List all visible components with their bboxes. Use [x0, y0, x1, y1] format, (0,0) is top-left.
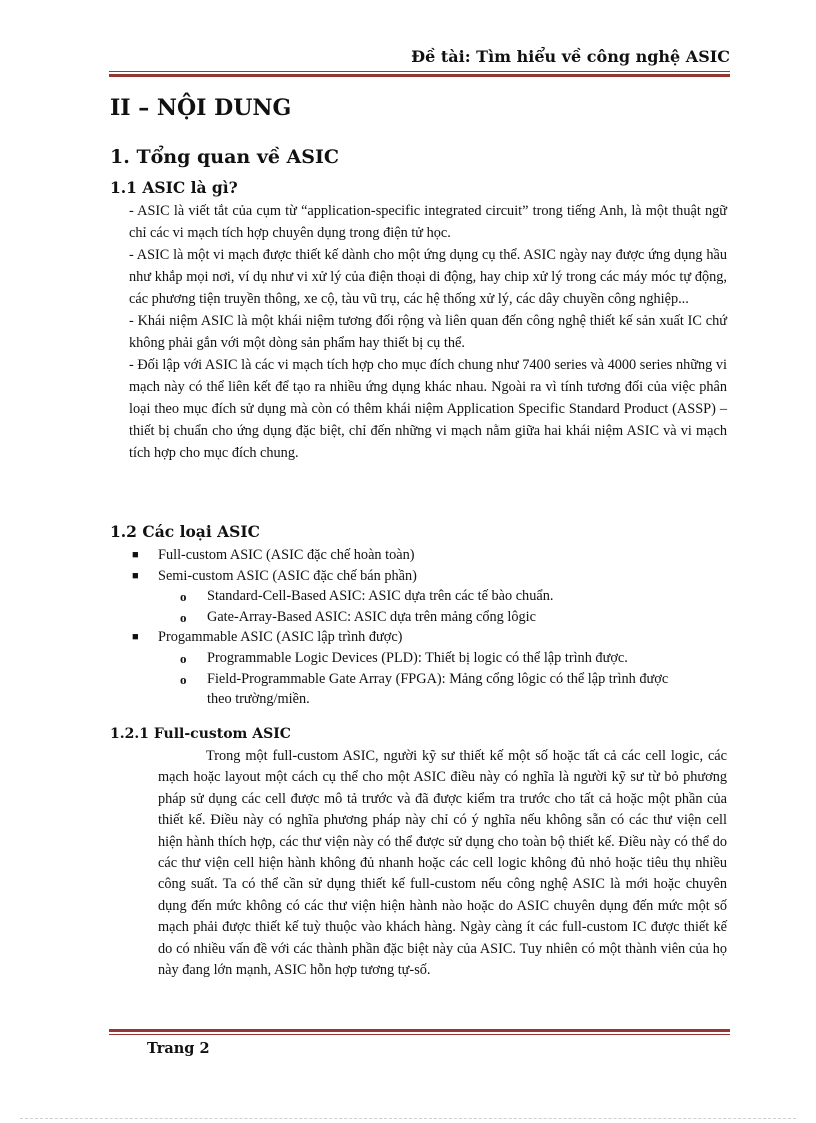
paragraph: - ASIC là viết tắt của cụm từ “application-specific integrated circuit” trong tiếng Anh, là một thuật ngữ chỉ các vi mạch tích hợp chuyên dụng trong điện tử học.: [129, 203, 727, 241]
section-1-1-body: [129, 200, 727, 464]
circle-bullet-icon: o: [180, 609, 187, 625]
list-item: ■ Progammable ASIC (ASIC lập trình được): [130, 627, 730, 648]
square-bullet-icon: ■: [132, 549, 139, 561]
sub-list-item: o Gate-Array-Based ASIC: ASIC dựa trên mảng cổng lôgic: [130, 607, 687, 628]
section-1-2-1-body: [158, 746, 727, 981]
page-number: Trang 2: [147, 1040, 210, 1057]
subsection-heading-1-1: 1.1 ASIC là gì?: [110, 178, 238, 197]
subsection-heading-1-2-1: 1.2.1 Full-custom ASIC: [110, 726, 291, 742]
circle-bullet-icon: o: [180, 671, 187, 687]
header-divider: [109, 71, 730, 77]
section-heading: II – NỘI DUNG: [110, 95, 292, 121]
footer-divider: [109, 1029, 730, 1035]
square-bullet-icon: ■: [132, 631, 139, 644]
square-bullet-icon: ■: [132, 569, 139, 582]
circle-bullet-icon: o: [180, 650, 187, 666]
list-item: ■ Semi-custom ASIC (ASIC đặc chế bán phần): [130, 566, 730, 587]
asic-types-list: [130, 545, 730, 710]
subsection-heading-1-2: 1.2 Các loại ASIC: [110, 522, 260, 541]
circle-bullet-icon: o: [180, 589, 187, 605]
sub-list-item: o Field-Programmable Gate Array (FPGA): Mảng cổng lôgic có thể lập trình được theo trường/miền.: [180, 670, 669, 708]
sub-list-item: o Standard-Cell-Based ASIC: ASIC dựa trên các tế bào chuẩn.: [130, 586, 687, 607]
paragraph: - Đối lập với ASIC là các vi mạch tích hợp cho mục đích chung như 7400 series và 4000 series những vi mạch này có thể liên kết để tạo ra nhiều ứng dụng khác nhau. Ngoài ra vì tính tương đối của việc phân loại theo mục đích sử dụng mà còn có thêm khái niệm Application Specific Standard Product (ASSP) – thiết bị chuẩn cho ứng dụng đặc biệt, chỉ đến những vi mạch nằm giữa hai khái niệm ASIC và vi mạch tích hợp cho mục đích chung.: [129, 357, 727, 461]
paragraph: - ASIC là một vi mạch được thiết kế dành cho một ứng dụng cụ thể. ASIC ngày nay được ứng dụng hầu như khắp mọi nơi, ví dụ như vi xử lý của điện thoại di động, hay chip xử lý trong các máy móc tự động, các phương tiện truyền thông, xe cộ, tàu vũ trụ, các hệ thống xử lý, các dây chuyền công nghiệp...: [129, 247, 727, 307]
paragraph: - Khái niệm ASIC là một khái niệm tương đối rộng và liên quan đến công nghệ thiết kế sản xuất IC chứ không phải gắn với một dòng sản phẩm hay thiết bị cụ thể.: [129, 313, 727, 351]
sub-list-item: o Programmable Logic Devices (PLD): Thiết bị logic có thể lập trình được.: [130, 648, 687, 669]
paragraph: Trong một full-custom ASIC, người kỹ sư thiết kế một số hoặc tất cả các cell logic, các mạch hoặc layout một cách cụ thể cho một ASIC điều này có nghĩa là người kỹ sư từ bỏ phương pháp sử dụng các cell được mô tả trước và đã được kiểm tra trước cho tất cả hoặc một phần của thiết kế. Điều này có nghĩa phương pháp này chỉ có ý nghĩa nếu không sẵn có các thư viện cell hiện hành thích hợp, các thư viện này có thể được sử dụng cho toàn bộ thiết kế. Điều này có thể do các thư viện cell hiện hành không đủ nhanh hoặc các cell logic không đủ nhỏ hoặc tiêu thụ nhiều công suất. Ta có thể cần sử dụng thiết kế full-custom nếu công nghệ ASIC là mới hoặc chuyên dụng đến mức không có các thư viện hiện hành nào hoặc do ASIC chuyên dụng đến mức một số mạch phải được thiết kế tuỳ thuộc vào khách hàng. Ngày càng ít các full-custom IC được thiết kế do có nhiều vấn đề với các thành phần đặc biệt này của ASIC. Tuy nhiên có một thành viên của họ này đang lớn mạnh, ASIC hỗn hợp tương tự-số.: [158, 748, 727, 979]
page-edge-divider: [20, 1118, 796, 1119]
list-item: ■ Full-custom ASIC (ASIC đặc chế hoàn toàn): [130, 545, 730, 566]
page-header-title: Đề tài: Tìm hiểu về công nghệ ASIC: [411, 47, 730, 66]
chapter-heading: 1. Tổng quan về ASIC: [110, 146, 340, 168]
